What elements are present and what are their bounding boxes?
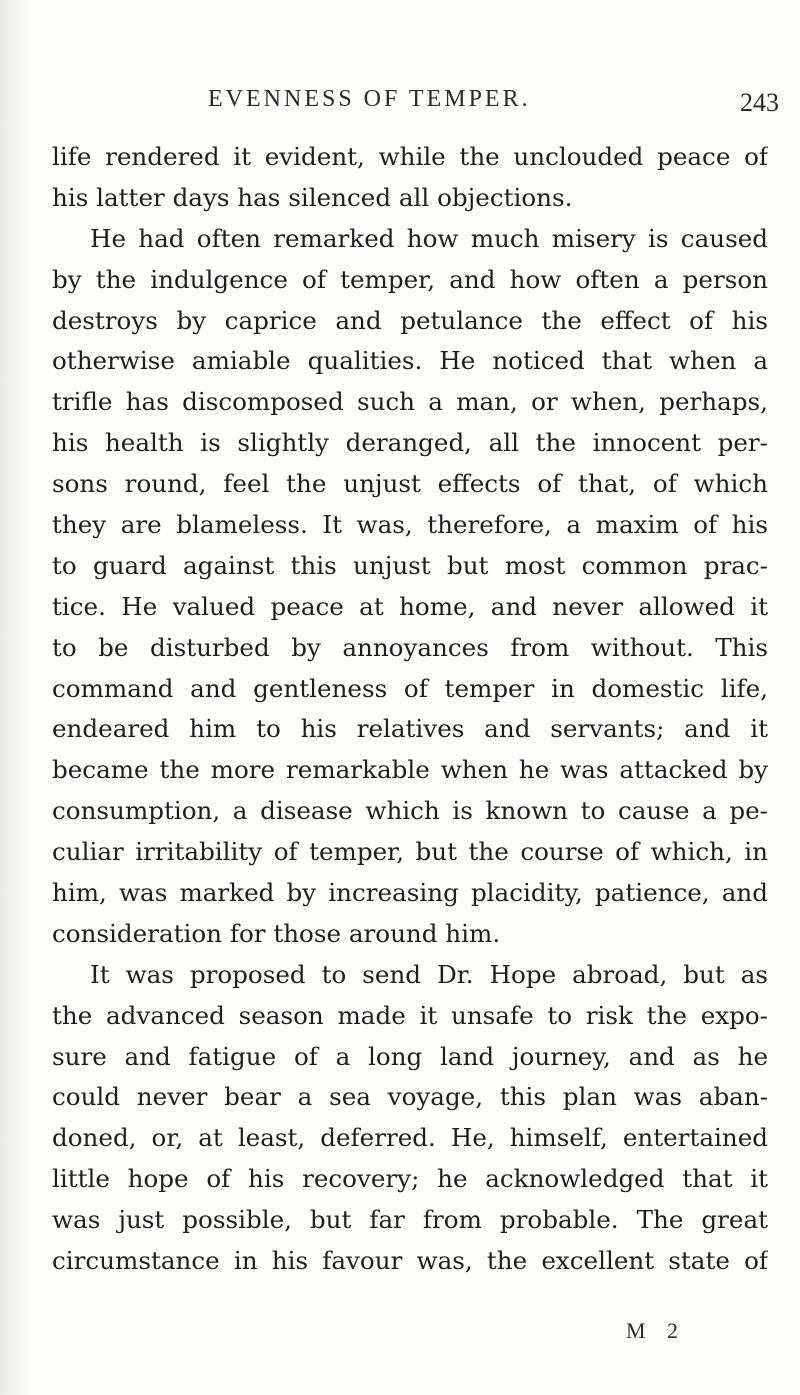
text-line: destroys by caprice and petulance the effect of his [52, 305, 768, 335]
text-line: was just possible, but far from probable. The great [52, 1205, 768, 1235]
text-line: consumption, a disease which is known to cause a pe- [52, 796, 768, 826]
text-line: sons round, feel the unjust effects of that, of which [52, 469, 768, 499]
text-line: He had often remarked how much misery is caused [90, 223, 768, 253]
text-line: his health is slightly deranged, all the innocent per- [52, 428, 768, 458]
text-line: to guard against this unjust but most common prac- [52, 550, 768, 580]
text-line: sure and fatigue of a long land journey, and as he [52, 1041, 768, 1071]
gutter-shadow [0, 0, 34, 1395]
text-line: otherwise amiable qualities. He noticed that when a [52, 346, 768, 376]
running-head: EVENNESS OF TEMPER. [208, 86, 531, 112]
text-line: endeared him to his relatives and servants; and it [52, 714, 768, 744]
body-text [52, 137, 768, 1282]
text-line: circumstance in his favour was, the excellent state of [52, 1246, 768, 1276]
text-line: life rendered it evident, while the unclouded peace of [52, 142, 768, 171]
text-line: to be disturbed by annoyances from without. This [52, 632, 768, 662]
text-line: became the more remarkable when he was attacked by [52, 755, 768, 785]
text-line: culiar irritability of temper, but the course of which, in [52, 837, 768, 867]
text-line: they are blameless. It was, therefore, a maxim of his [52, 510, 768, 540]
signature-mark: M 2 [626, 1318, 687, 1343]
text-line: him, was marked by increasing placidity, patience, and [52, 878, 768, 908]
text-line: command and gentleness of temper in domestic life, [52, 673, 768, 703]
text-line: tice. He valued peace at home, and never allowed it [52, 591, 768, 621]
text-line: little hope of his recovery; he acknowledged that it [52, 1164, 768, 1194]
text-line: consideration for those around him. [52, 918, 501, 948]
text-line: by the indulgence of temper, and how often a person [52, 264, 768, 294]
text-line: his latter days has silenced all objections. [52, 182, 573, 212]
page-number: 243 [740, 88, 779, 117]
text-line: could never bear a sea voyage, this plan was aban- [52, 1082, 768, 1112]
text-line: trifle has discomposed such a man, or when, perhaps, [52, 387, 768, 417]
text-line: the advanced season made it unsafe to risk the expo- [52, 1000, 768, 1030]
text-line: doned, or, at least, deferred. He, himself, entertained [52, 1123, 768, 1153]
text-line: It was proposed to send Dr. Hope abroad, but as [90, 959, 768, 989]
